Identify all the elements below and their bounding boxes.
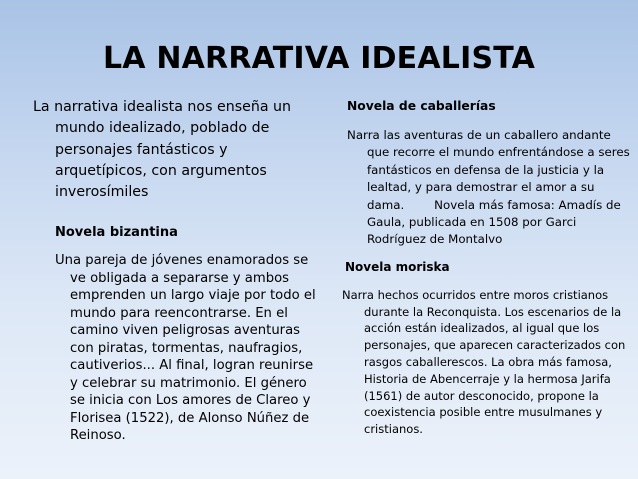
moorish-novel-heading: Novela moriska xyxy=(345,259,450,274)
right-column xyxy=(342,97,634,438)
chivalry-novel-heading: Novela de caballerías xyxy=(347,99,496,113)
byzantine-novel-heading: Novela bizantina xyxy=(55,225,178,241)
slide-title: LA NARRATIVA IDEALISTA xyxy=(102,41,536,76)
intro-paragraph: La narrativa idealista nos enseña un mundo idealizado, poblado de personajes fantásticos y arquetípicos, con argumentos inverosímiles xyxy=(33,99,292,201)
chivalry-novel-text: Narra las aventuras de un caballero andante que recorre el mundo enfrentándose a seres fantásticos en defensa de la justicia y la lealtad, y para demostrar el amor a su dama. Novela más famosa: Amadís de Gaula, publicada en 1508 por Garci Rodríguez de Montalvo xyxy=(347,128,634,247)
left-column xyxy=(33,97,318,445)
byzantine-novel-text: Una pareja de jóvenes enamorados se ve obligada a separarse y ambos emprenden un largo viaje por todo el mundo para reencontrarse. En el camino viven peligrosas aventuras con piratas, tormentas, naufragios, cautiverios... Al final, logran reunirse y celebrar su matrimonio. El género se inicia con Los amores de Clareo y Florisea (1522), de Alonso Núñez de Reinoso. xyxy=(55,253,316,444)
moorish-novel-text: Narra hechos ocurridos entre moros cristianos durante la Reconquista. Los escenarios de la acción están idealizados, al igual que los personajes, que aparecen caracterizados con rasgos caballerescos. La obra más famosa, Historia de Abencerraje y la hermosa Jarifa (1561) de autor desconocido, propone la coexistencia posible entre musulmanes y cristianos. xyxy=(342,287,626,437)
